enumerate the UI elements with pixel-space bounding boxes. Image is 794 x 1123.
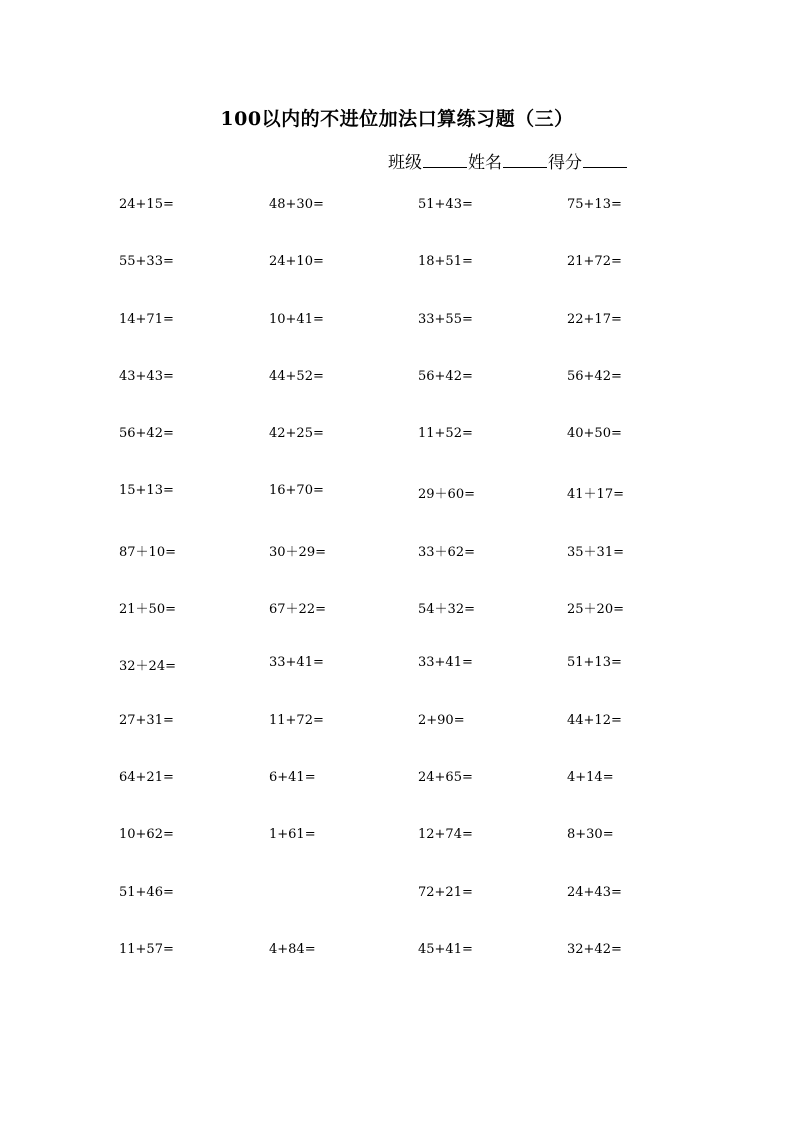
- problem-row: [119, 426, 719, 483]
- problem-cell: 35＋31=: [567, 544, 624, 560]
- problem-cell: 48+30=: [269, 197, 324, 212]
- name-label: 姓名: [468, 153, 502, 173]
- problem-cell: 33+41=: [418, 655, 473, 671]
- problem-cell: 44+52=: [269, 368, 324, 384]
- problem-cell: 40+50=: [567, 426, 622, 442]
- problem-cell: 33+55=: [418, 311, 473, 327]
- problem-row: [119, 598, 719, 655]
- problem-cell: 27+31=: [119, 712, 174, 728]
- problem-cell: 56+42=: [119, 426, 174, 442]
- problem-cell: 45+41=: [418, 941, 473, 957]
- class-blank[interactable]: [423, 153, 467, 168]
- problem-cell: 43+43=: [119, 368, 174, 384]
- problem-cell: 11+72=: [269, 712, 324, 728]
- problem-cell: 29＋60=: [418, 487, 475, 503]
- problem-row: [119, 827, 719, 884]
- problem-cell: 10+41=: [269, 311, 324, 327]
- problem-cell: 16+70=: [269, 483, 324, 499]
- problem-cell: 15+13=: [119, 483, 174, 499]
- problem-row: [119, 770, 719, 827]
- problem-cell: 72+21=: [418, 884, 473, 900]
- worksheet-title: 100以内的不进位加法口算练习题（三）: [220, 108, 574, 130]
- problem-row: [119, 197, 719, 254]
- problem-cell: 33＋62=: [418, 544, 475, 560]
- problem-row: [119, 254, 719, 311]
- problem-cell: 42+25=: [269, 426, 324, 442]
- name-blank[interactable]: [503, 153, 547, 168]
- problem-cell: 32+42=: [567, 941, 622, 957]
- problem-cell: 22+17=: [567, 311, 622, 327]
- problem-cell: 33+41=: [269, 655, 324, 671]
- problem-cell: 51+43=: [418, 197, 473, 212]
- problem-cell: 24+15=: [119, 197, 174, 212]
- problem-row: [119, 885, 719, 942]
- problem-row: [119, 312, 719, 369]
- problem-cell: 24+43=: [567, 884, 622, 900]
- problem-cell: 21＋50=: [119, 602, 176, 618]
- class-label: 班级: [388, 153, 422, 173]
- problem-row: [119, 483, 719, 540]
- problem-row: [119, 541, 719, 598]
- student-info-line: [388, 148, 628, 173]
- problem-cell: 51+13=: [567, 655, 622, 671]
- problem-cell: 18+51=: [418, 254, 473, 270]
- problem-cell: 2+90=: [418, 712, 465, 728]
- score-label: 得分: [548, 153, 582, 173]
- problem-cell: 30＋29=: [269, 544, 326, 560]
- problem-cell: 51+46=: [119, 884, 174, 900]
- problem-cell: 44+12=: [567, 712, 622, 728]
- problem-cell: 8+30=: [567, 827, 614, 843]
- problem-grid: [119, 197, 719, 999]
- problem-cell: 24+10=: [269, 254, 324, 270]
- problem-cell: 55+33=: [119, 254, 174, 270]
- problem-cell: 56+42=: [567, 368, 622, 384]
- problem-cell: 32＋24=: [119, 659, 176, 675]
- problem-cell: 12+74=: [418, 827, 473, 843]
- problem-row: [119, 942, 719, 999]
- problem-cell: 56+42=: [418, 368, 473, 384]
- problem-cell: 75+13=: [567, 197, 622, 212]
- problem-cell: 87＋10=: [119, 544, 176, 560]
- problem-cell: 54＋32=: [418, 602, 475, 618]
- problem-row: [119, 655, 719, 712]
- score-blank[interactable]: [583, 153, 627, 168]
- problem-cell: 21+72=: [567, 254, 622, 270]
- problem-cell: 14+71=: [119, 311, 174, 327]
- problem-row: [119, 713, 719, 770]
- problem-cell: 67＋22=: [269, 602, 326, 618]
- problem-row: [119, 369, 719, 426]
- problem-cell: 25＋20=: [567, 602, 624, 618]
- problem-cell: 11+52=: [418, 426, 473, 442]
- problem-cell: 24+65=: [418, 769, 473, 785]
- problem-cell: 64+21=: [119, 769, 174, 785]
- problem-cell: 10+62=: [119, 827, 174, 843]
- problem-cell: 6+41=: [269, 769, 316, 785]
- problem-cell: 41＋17=: [567, 487, 624, 503]
- problem-cell: 4+84=: [269, 941, 316, 957]
- problem-cell: 1+61=: [269, 827, 316, 843]
- problem-cell: 4+14=: [567, 769, 614, 785]
- problem-cell: 11+57=: [119, 941, 174, 957]
